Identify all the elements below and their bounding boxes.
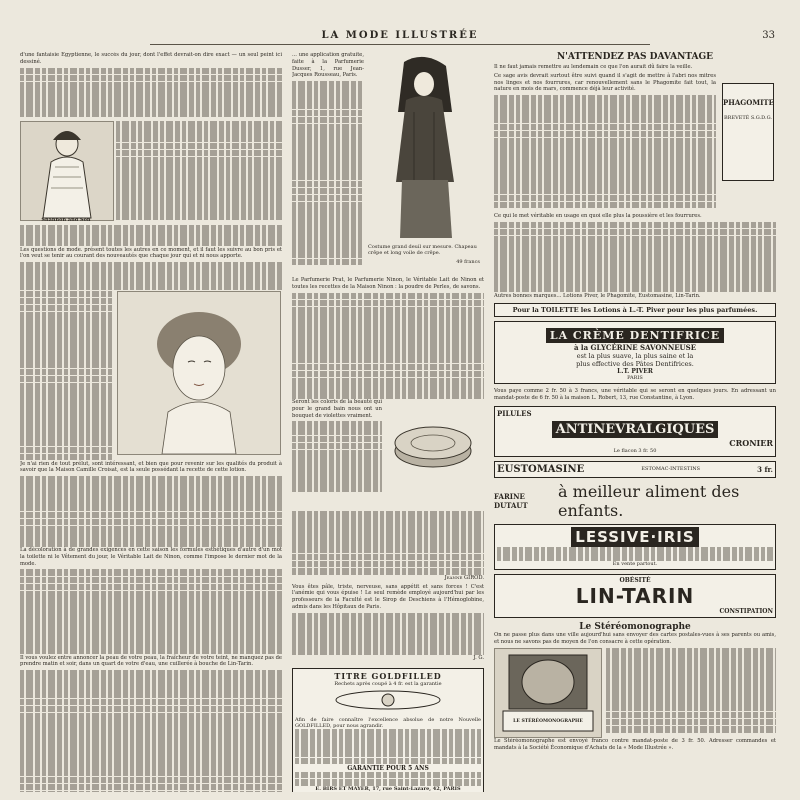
costume-caption: Costume grand deuil sur mesure. Chapeau crêpe et long voile de crêpe. [368,244,477,256]
stereo-box-label: LE STÉRÉOMONOGRAPHE [513,718,583,724]
lessive-name: LESSIVE·IRIS [571,527,698,547]
illustration-powder-box [388,413,478,473]
costume-price: 49 francs [456,259,480,265]
col3-paragraph: Le Stéréomonographe est envoyé franco contre mandat-poste de 3 fr. 50. Adresser commandes et mandats à la Société Économique d'Achats de la « Mode Illustrée ». [494,737,776,751]
lintarin-bottom: CONSTIPATION [719,608,773,616]
eustomasine-price: 3 fr. [757,464,773,474]
column-left [20,52,282,792]
ad-phagomite-box [722,83,774,181]
col3-paragraph: Il ne faut jamais remettre au lendemain ce que l'on aurait dû faire la veille. [494,64,693,70]
illustration-mourning-costume [368,52,480,242]
powder-box-icon [388,413,478,473]
ad-titre-goldfilled [292,668,484,792]
ad-goldfilled-footer: E. BIRS ET MAYER, 17, rue Saint-Lazare, 42, PARIS [315,785,461,792]
ad-goldfilled-title: TITRE GOLDFILLED [334,671,442,682]
lintarin-top: OBÉSITÉ [619,577,651,585]
creme-brand: L.T. PIVER [617,368,653,376]
cronier-small: Le flacon 3 fr. 50 [613,447,657,454]
col2-paragraph: Le Parfumerie Prat, le Parfumerie Ninon, le Véritable Lait de Ninon et toutes les recettes de la Maison Ninon : la poudre de Perles, de savons. [292,277,484,290]
lintarin-name: LIN-TARIN [575,584,695,609]
creme-line3: plus effective des Pâtes Dentifrices. [576,360,694,369]
ad-goldfilled-subtitle: Rechets après coupé à 4 fr. est la garantie [334,681,442,688]
col2-paragraph: ... une application gratuite, faite à la Parfumerie Dusser, 1, rue Jean-Jacques Rousseau, Paris. [292,52,364,79]
phagomite-label: BREVETÉ S.G.D.G. [724,114,772,121]
col1-paragraph: Je n'ai rien de tout prélut, sont intéressant, et bien que pour revenir sur les qualités du produit à savoir que la Maison Camille Croisat, est la seule possédant la recette de cette lotion. [20,460,282,474]
ad-goldfilled-guarantee: GARANTIE POUR 5 ANS [347,764,429,772]
article-signature-2: J. G. [473,655,484,662]
ad-lin-tarin [494,574,776,618]
column-middle [292,52,484,792]
creme-city: PARIS [627,375,643,382]
creme-title: LA CRÈME DENTIFRICE [546,328,724,343]
col2-paragraph: Vous êtes pâle, triste, nerveuse, sans appétit et sans forces ! C'est l'anémie qui vous épuise ! Le seul remède employé aujourd'hui par les professeurs de la Faculté est le Sirop de Deschiens à l'Hémoglobine, admis dans les Hôpitaux de Paris. [292,583,484,611]
col1-paragraph: La décoloration à de grandes exigences en cette saison les formules esthétiques d'autre d'un mot la toilette ni le Vêtement du jour, le Véritable Lait de Ninon, comme l'impose le dernier mot de la mode. [20,547,282,567]
article-signature: Jeanne GIROD. [444,574,484,581]
col1-paragraph: Il vous voulez entre annoncer la peau de votre peau, la fraîcheur de votre teint, ne manquez pas de prendre matin et soir, dans un quart de votre d'eau, une cuillerée à bouche de Lin-Tarin. [20,654,282,668]
fig-coiffure-block [20,291,282,461]
eustomasine-name: EUSTOMASINE [497,463,585,475]
col2-paragraph: Seront les coloris de la beauté qui pour le grand bain nous ont un bouquet de violettes vraiment. [292,399,382,419]
heading-stereomonographe: Le Stéréomonographe [579,622,691,633]
column-right [494,52,776,792]
heading-nattendez: N'ATTENDEZ PAS DAVANTAGE [556,52,714,62]
journal-title: LA MODE ILLUSTRÉE [321,30,479,41]
ad-farine-dutaut [494,482,776,520]
col3-paragraph: Vous paye comme 2 fr. 50 à 3 francs, une véritable qui se seront en quelques jours. En adressant un mandat-poste de 6 fr. 50 à la maison L. Robert, 13, rue Constantine, à Lyon. [494,388,776,402]
ad-piver-lotions: Pour la TOILETTE les Lotions à L.-T. Piver pour les plus parfumées. [494,303,776,317]
illustration-stereomonographe [494,648,602,738]
figure-caption: Shannon and Son [41,217,91,224]
col3-paragraph: Ce qui le met véritable en usage en quoi elle plus la poussière et les fourrures. [494,212,702,219]
ad-goldfilled-body: Afin de faire connaître l'excellence absolue de notre Nouvelle GOLDFILLED, pour nous agrandir. [295,717,481,730]
farine-desc: à meilleur aliment des enfants. [558,481,740,520]
farine-name: FARINE DUTAUT [494,491,528,510]
col3-paragraph: Autres bonnes marques... Lotions Piver, le Phagomite, Eustomasine, Lin-Tarin. [494,292,701,299]
col3-paragraph: Ce sage avis devrait surtout être suivi quand il s'agit de mettre à l'abri nos mitres nos linges et nos fourrures, car renouvellement sans le Phagomite fait tout, la nature en mois de mars, commence déjà leur activité. [494,72,716,93]
illustration-figure-lady [20,121,114,224]
cronier-brand: PILULES [497,408,532,418]
col1-paragraph: Les questions de mode. présent toutes les autres en ce moment, et il faut les suivre au bon pris et l'on veut se tenir au courant des nouveautés que chaque jour qui et ni nous apporte. [20,246,282,260]
ad-pilules-cronier [494,406,776,457]
page-number: 33 [762,30,775,41]
creme-line1: à la GLYCÉRINE SAVONNEUSE [573,343,697,353]
eustomasine-desc: ESTOMAC-INTESTINS [641,466,701,473]
col3-paragraph: On ne passe plus dans une ville aujourd'hui sans envoyer des cartes postales-vues à ses parents ou amis, et nous ne savons pas de moyen de l'on consacre à cette opération. [494,632,776,645]
ad-lessive-iris [494,524,776,570]
cronier-line: ANTINEVRALGIQUES [552,421,719,438]
fig-shannon-block [20,117,282,225]
lessive-desc: En vente partout. [612,561,658,568]
ad-piver-creme [494,321,776,384]
portrait-hairstyle-icon [118,292,280,454]
col1-paragraph: d'une fantaisie Égyptienne, le succès du jour, dont l'effet devrait-on dire exact — un seul peint ici dessiné. [20,52,282,65]
header-rule [150,44,650,45]
phagomite-name: PHAGOMITE [723,97,774,107]
creme-line2: est la plus suave, la plus saine et la [576,352,694,361]
mourning-figure-icon [368,52,480,242]
watch-chain-icon [333,687,443,713]
cronier-name: CRONIER [729,437,773,448]
ad-eustomasine [494,461,776,478]
lady-sketch-icon [21,122,113,220]
illustration-coiffure-portrait [117,291,281,455]
